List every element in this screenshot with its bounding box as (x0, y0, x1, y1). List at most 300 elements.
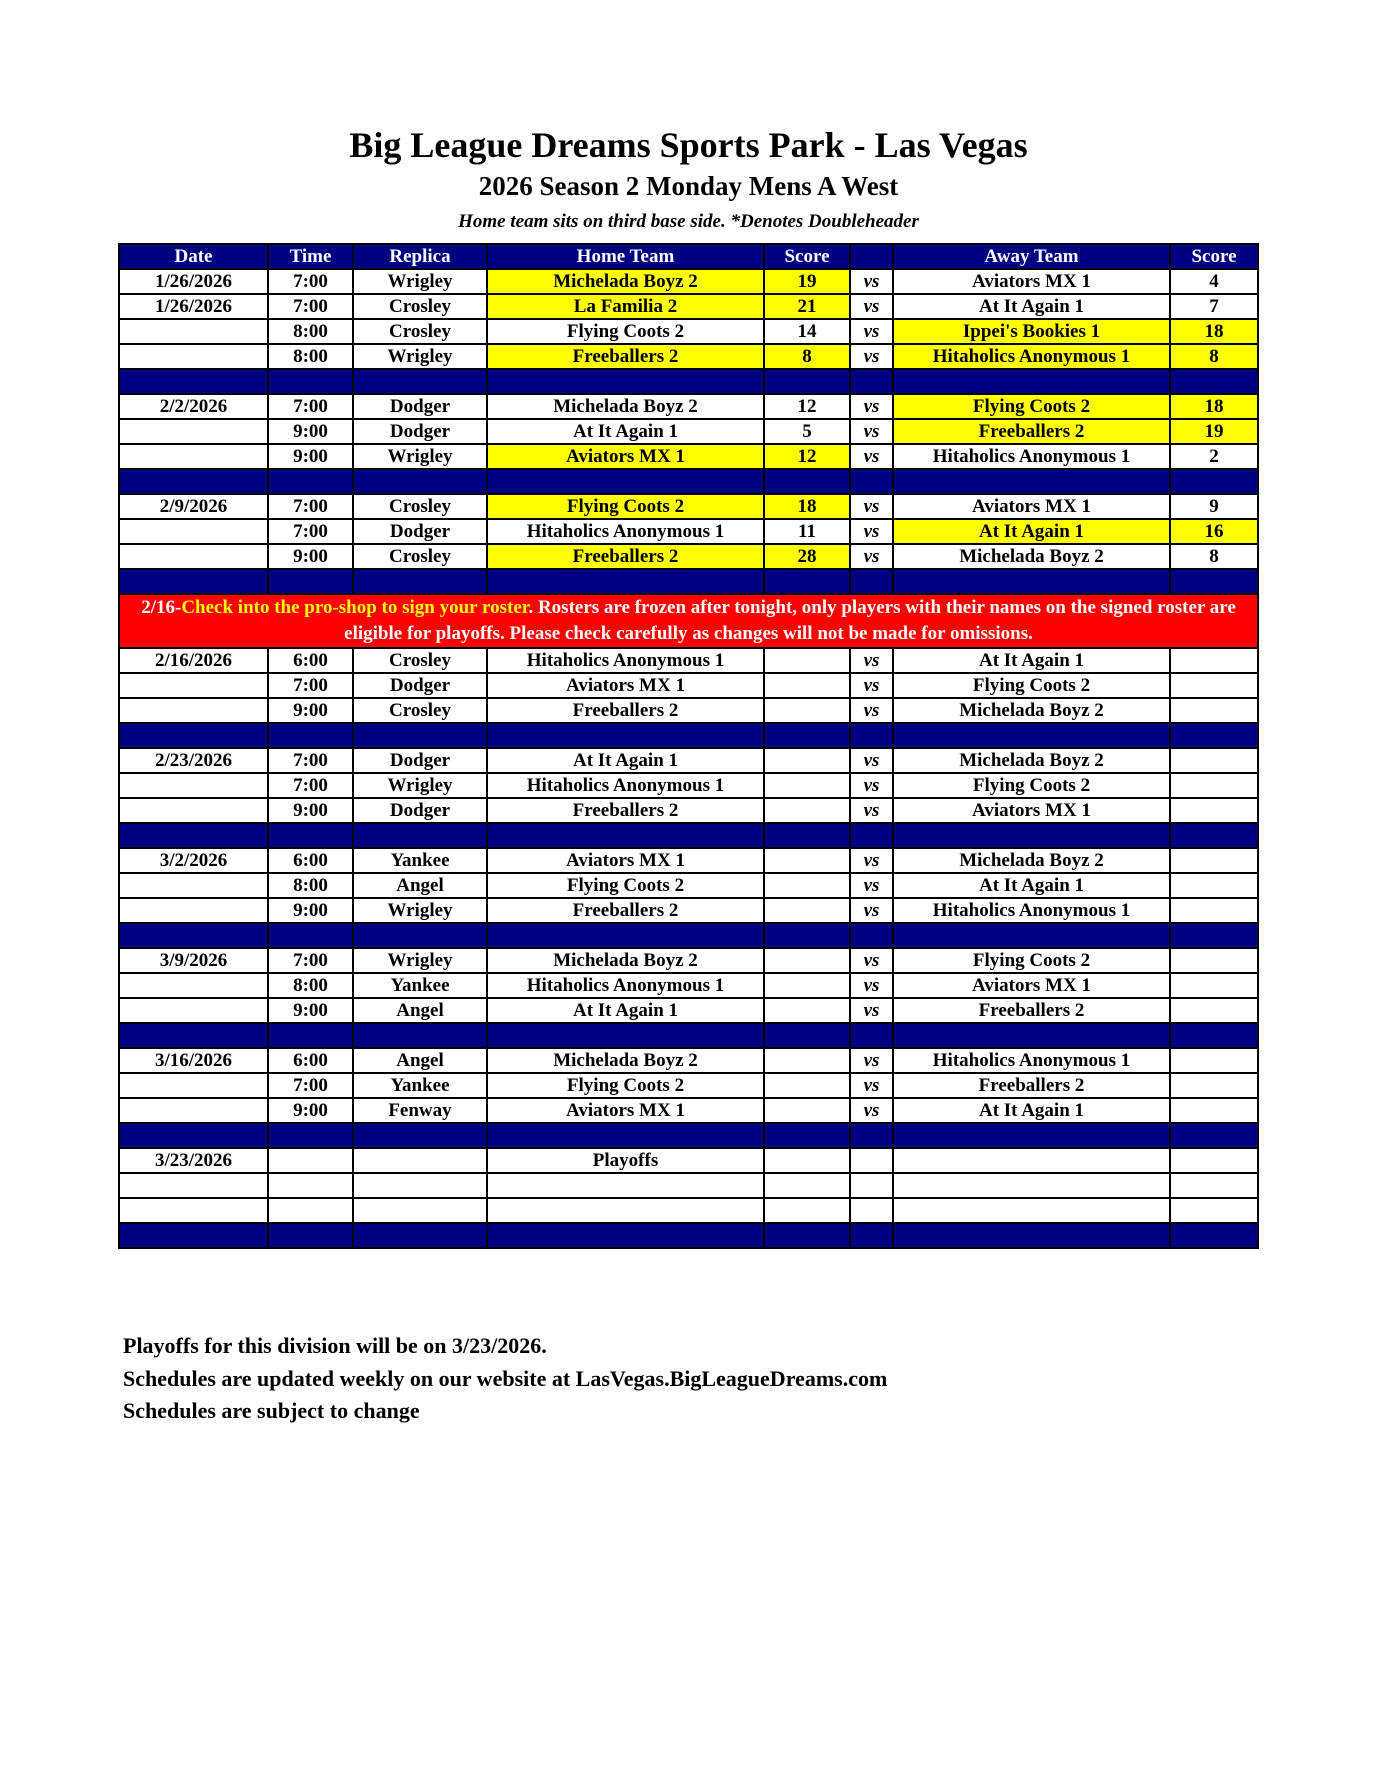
separator-cell (1170, 569, 1258, 594)
away-score-cell: 9 (1170, 494, 1258, 519)
separator-row (119, 1123, 1258, 1148)
replica-cell: Dodger (353, 519, 487, 544)
game-row (119, 1073, 1258, 1098)
home-team-cell: Aviators MX 1 (487, 1098, 764, 1123)
time-cell: 7:00 (268, 294, 353, 319)
away-score-cell (1170, 1198, 1258, 1223)
separator-cell (1170, 369, 1258, 394)
home-team-cell (487, 1173, 764, 1198)
separator-cell (487, 469, 764, 494)
separator-cell (119, 823, 268, 848)
date-cell: 3/16/2026 (119, 1048, 268, 1073)
vs-cell (850, 1173, 893, 1198)
replica-cell: Fenway (353, 1098, 487, 1123)
replica-cell: Crosley (353, 294, 487, 319)
game-row (119, 698, 1258, 723)
date-cell (119, 998, 268, 1023)
time-cell: 7:00 (268, 948, 353, 973)
home-score-cell: 12 (764, 394, 850, 419)
away-score-cell: 2 (1170, 444, 1258, 469)
vs-cell: vs (850, 294, 893, 319)
separator-cell (268, 1023, 353, 1048)
date-cell (119, 1098, 268, 1123)
separator-cell (353, 1023, 487, 1048)
date-cell: 2/2/2026 (119, 394, 268, 419)
away-team-cell: Freeballers 2 (893, 419, 1170, 444)
time-cell: 9:00 (268, 419, 353, 444)
home-score-cell (764, 998, 850, 1023)
game-row (119, 319, 1258, 344)
separator-cell (850, 923, 893, 948)
replica-cell: Dodger (353, 673, 487, 698)
away-team-cell (893, 1173, 1170, 1198)
game-row (119, 798, 1258, 823)
home-team-cell: Michelada Boyz 2 (487, 269, 764, 294)
vs-cell: vs (850, 948, 893, 973)
replica-cell: Angel (353, 873, 487, 898)
away-team-cell: Flying Coots 2 (893, 673, 1170, 698)
home-team-cell: At It Again 1 (487, 998, 764, 1023)
away-team-cell: Michelada Boyz 2 (893, 848, 1170, 873)
date-cell: 2/16/2026 (119, 648, 268, 673)
separator-cell (850, 369, 893, 394)
away-team-cell: Hitaholics Anonymous 1 (893, 344, 1170, 369)
vs-cell: vs (850, 1048, 893, 1073)
separator-cell (1170, 469, 1258, 494)
home-score-cell (764, 773, 850, 798)
away-team-cell: Michelada Boyz 2 (893, 748, 1170, 773)
replica-cell: Angel (353, 1048, 487, 1073)
separator-cell (893, 1023, 1170, 1048)
separator-cell (1170, 1223, 1258, 1248)
vs-cell: vs (850, 494, 893, 519)
replica-cell: Dodger (353, 748, 487, 773)
separator-cell (268, 1223, 353, 1248)
away-team-cell: At It Again 1 (893, 294, 1170, 319)
away-team-cell: Aviators MX 1 (893, 973, 1170, 998)
away-score-cell (1170, 748, 1258, 773)
away-score-cell (1170, 1148, 1258, 1173)
home-team-cell: Flying Coots 2 (487, 319, 764, 344)
home-score-cell: 8 (764, 344, 850, 369)
away-score-cell: 8 (1170, 544, 1258, 569)
home-team-cell: Freeballers 2 (487, 698, 764, 723)
replica-cell: Crosley (353, 698, 487, 723)
away-team-cell: At It Again 1 (893, 873, 1170, 898)
separator-cell (353, 823, 487, 848)
separator-cell (764, 823, 850, 848)
away-team-cell: Freeballers 2 (893, 1073, 1170, 1098)
col-home-score: Score (764, 244, 850, 269)
away-team-cell: Aviators MX 1 (893, 494, 1170, 519)
game-row (119, 419, 1258, 444)
separator-cell (268, 723, 353, 748)
separator-cell (353, 569, 487, 594)
vs-cell: vs (850, 873, 893, 898)
home-team-cell: Aviators MX 1 (487, 673, 764, 698)
separator-cell (764, 469, 850, 494)
game-row (119, 344, 1258, 369)
date-cell: 3/2/2026 (119, 848, 268, 873)
separator-cell (268, 569, 353, 594)
separator-cell (353, 723, 487, 748)
vs-cell: vs (850, 394, 893, 419)
separator-row (119, 923, 1258, 948)
replica-cell: Wrigley (353, 773, 487, 798)
home-score-cell (764, 1098, 850, 1123)
separator-row (119, 369, 1258, 394)
time-cell: 6:00 (268, 1048, 353, 1073)
separator-cell (1170, 823, 1258, 848)
home-team-cell: Hitaholics Anonymous 1 (487, 519, 764, 544)
separator-cell (487, 823, 764, 848)
game-row (119, 773, 1258, 798)
replica-cell: Yankee (353, 1073, 487, 1098)
game-row (119, 294, 1258, 319)
time-cell: 9:00 (268, 544, 353, 569)
replica-cell: Wrigley (353, 948, 487, 973)
separator-cell (353, 923, 487, 948)
home-team-cell: Aviators MX 1 (487, 848, 764, 873)
page-subtitle: 2026 Season 2 Monday Mens A West (478, 171, 899, 201)
home-team-cell: Freeballers 2 (487, 798, 764, 823)
home-score-cell: 19 (764, 269, 850, 294)
game-row (119, 873, 1258, 898)
separator-cell (893, 569, 1170, 594)
notice-prefix: 2/16- (141, 597, 182, 618)
vs-cell: vs (850, 998, 893, 1023)
separator-cell (764, 1023, 850, 1048)
date-cell: 3/23/2026 (119, 1148, 268, 1173)
col-replica: Replica (353, 244, 487, 269)
away-team-cell: Aviators MX 1 (893, 798, 1170, 823)
away-score-cell (1170, 898, 1258, 923)
time-cell (268, 1148, 353, 1173)
separator-cell (487, 1123, 764, 1148)
separator-cell (119, 469, 268, 494)
replica-cell: Angel (353, 998, 487, 1023)
home-team-cell: At It Again 1 (487, 419, 764, 444)
separator-cell (487, 923, 764, 948)
away-score-cell: 18 (1170, 319, 1258, 344)
separator-cell (893, 1223, 1170, 1248)
vs-cell: vs (850, 319, 893, 344)
time-cell: 8:00 (268, 973, 353, 998)
home-team-cell: Hitaholics Anonymous 1 (487, 648, 764, 673)
separator-cell (850, 469, 893, 494)
separator-cell (353, 469, 487, 494)
vs-cell (850, 1148, 893, 1173)
away-score-cell (1170, 873, 1258, 898)
separator-cell (268, 923, 353, 948)
vs-cell: vs (850, 848, 893, 873)
time-cell: 9:00 (268, 998, 353, 1023)
separator-row (119, 1223, 1258, 1248)
vs-cell: vs (850, 773, 893, 798)
game-row (119, 1048, 1258, 1073)
separator-cell (119, 1123, 268, 1148)
game-row (119, 748, 1258, 773)
away-score-cell (1170, 1098, 1258, 1123)
date-cell (119, 973, 268, 998)
time-cell: 7:00 (268, 1073, 353, 1098)
home-score-cell: 12 (764, 444, 850, 469)
game-row (119, 1148, 1258, 1173)
away-team-cell: At It Again 1 (893, 519, 1170, 544)
away-score-cell (1170, 1048, 1258, 1073)
date-cell: 2/23/2026 (119, 748, 268, 773)
replica-cell: Dodger (353, 394, 487, 419)
separator-cell (487, 723, 764, 748)
home-team-cell: At It Again 1 (487, 748, 764, 773)
time-cell: 8:00 (268, 344, 353, 369)
notice-highlight: Check into the pro-shop to sign your roster (181, 597, 529, 618)
home-score-cell (764, 1173, 850, 1198)
vs-cell: vs (850, 519, 893, 544)
away-score-cell (1170, 948, 1258, 973)
date-cell (119, 773, 268, 798)
away-score-cell (1170, 1173, 1258, 1198)
game-row (119, 394, 1258, 419)
game-row (119, 519, 1258, 544)
separator-cell (268, 823, 353, 848)
separator-cell (850, 823, 893, 848)
home-score-cell (764, 698, 850, 723)
date-cell: 2/9/2026 (119, 494, 268, 519)
vs-cell: vs (850, 798, 893, 823)
replica-cell (353, 1198, 487, 1223)
separator-row (119, 569, 1258, 594)
vs-cell: vs (850, 444, 893, 469)
away-team-cell: Flying Coots 2 (893, 394, 1170, 419)
separator-cell (119, 569, 268, 594)
replica-cell: Crosley (353, 319, 487, 344)
separator-row (119, 469, 1258, 494)
away-score-cell: 7 (1170, 294, 1258, 319)
time-cell: 6:00 (268, 848, 353, 873)
home-team-cell: Hitaholics Anonymous 1 (487, 973, 764, 998)
separator-cell (268, 469, 353, 494)
home-team-cell: Playoffs (487, 1148, 764, 1173)
vs-cell: vs (850, 1073, 893, 1098)
home-score-cell (764, 1148, 850, 1173)
vs-cell: vs (850, 344, 893, 369)
date-cell (119, 798, 268, 823)
home-score-cell (764, 948, 850, 973)
away-score-cell (1170, 648, 1258, 673)
replica-cell: Yankee (353, 848, 487, 873)
home-team-note: Home team sits on third base side. *Denotes Doubleheader (458, 211, 919, 232)
home-team-cell: La Familia 2 (487, 294, 764, 319)
home-score-cell (764, 1073, 850, 1098)
time-cell: 8:00 (268, 319, 353, 344)
separator-cell (353, 1223, 487, 1248)
col-away-score: Score (1170, 244, 1258, 269)
home-team-cell: Flying Coots 2 (487, 873, 764, 898)
away-team-cell: At It Again 1 (893, 648, 1170, 673)
home-team-cell: Flying Coots 2 (487, 1073, 764, 1098)
game-row (119, 269, 1258, 294)
vs-cell: vs (850, 973, 893, 998)
separator-cell (1170, 1023, 1258, 1048)
home-team-cell: Freeballers 2 (487, 898, 764, 923)
away-team-cell: At It Again 1 (893, 1098, 1170, 1123)
away-team-cell: Freeballers 2 (893, 998, 1170, 1023)
away-score-cell (1170, 848, 1258, 873)
separator-cell (850, 569, 893, 594)
separator-cell (893, 1123, 1170, 1148)
vs-cell: vs (850, 698, 893, 723)
separator-cell (850, 1123, 893, 1148)
home-team-cell: Hitaholics Anonymous 1 (487, 773, 764, 798)
footer-disclaimer: Schedules are subject to change (123, 1398, 420, 1423)
time-cell: 6:00 (268, 648, 353, 673)
separator-cell (119, 923, 268, 948)
date-cell (119, 873, 268, 898)
away-score-cell: 18 (1170, 394, 1258, 419)
home-score-cell (764, 748, 850, 773)
separator-cell (119, 1223, 268, 1248)
vs-cell: vs (850, 648, 893, 673)
away-score-cell (1170, 1073, 1258, 1098)
date-cell (119, 344, 268, 369)
separator-row (119, 1023, 1258, 1048)
separator-cell (893, 823, 1170, 848)
date-cell (119, 898, 268, 923)
separator-cell (487, 369, 764, 394)
time-cell (268, 1173, 353, 1198)
away-score-cell: 19 (1170, 419, 1258, 444)
date-cell: 3/9/2026 (119, 948, 268, 973)
time-cell: 7:00 (268, 748, 353, 773)
away-team-cell: Hitaholics Anonymous 1 (893, 898, 1170, 923)
replica-cell: Wrigley (353, 898, 487, 923)
away-team-cell: Flying Coots 2 (893, 773, 1170, 798)
page-title: Big League Dreams Sports Park - Las Vegas (349, 125, 1028, 165)
replica-cell: Wrigley (353, 444, 487, 469)
home-score-cell: 14 (764, 319, 850, 344)
game-row (119, 444, 1258, 469)
home-score-cell (764, 673, 850, 698)
away-score-cell (1170, 673, 1258, 698)
separator-cell (850, 1223, 893, 1248)
separator-cell (893, 723, 1170, 748)
game-row (119, 1098, 1258, 1123)
away-team-cell: Flying Coots 2 (893, 948, 1170, 973)
home-score-cell (764, 898, 850, 923)
replica-cell (353, 1148, 487, 1173)
date-cell (119, 1073, 268, 1098)
separator-cell (119, 1023, 268, 1048)
date-cell (119, 1173, 268, 1198)
separator-cell (764, 569, 850, 594)
separator-row (119, 723, 1258, 748)
date-cell (119, 698, 268, 723)
separator-row (119, 823, 1258, 848)
date-cell (119, 444, 268, 469)
game-row (119, 898, 1258, 923)
home-score-cell (764, 848, 850, 873)
away-team-cell: Michelada Boyz 2 (893, 698, 1170, 723)
replica-cell: Dodger (353, 419, 487, 444)
replica-cell: Wrigley (353, 269, 487, 294)
home-score-cell: 18 (764, 494, 850, 519)
separator-cell (893, 923, 1170, 948)
home-team-cell: Michelada Boyz 2 (487, 394, 764, 419)
date-cell (119, 319, 268, 344)
vs-cell: vs (850, 748, 893, 773)
time-cell: 7:00 (268, 269, 353, 294)
header-row (119, 244, 1258, 269)
separator-cell (850, 723, 893, 748)
col-away-team: Away Team (893, 244, 1170, 269)
separator-cell (1170, 923, 1258, 948)
away-team-cell (893, 1198, 1170, 1223)
roster-notice-row (119, 594, 1258, 648)
vs-cell: vs (850, 673, 893, 698)
separator-cell (893, 369, 1170, 394)
time-cell: 9:00 (268, 798, 353, 823)
replica-cell (353, 1173, 487, 1198)
separator-cell (764, 369, 850, 394)
separator-cell (764, 923, 850, 948)
home-score-cell: 5 (764, 419, 850, 444)
vs-cell: vs (850, 419, 893, 444)
away-score-cell (1170, 973, 1258, 998)
away-score-cell: 8 (1170, 344, 1258, 369)
game-row (119, 1173, 1258, 1198)
separator-cell (487, 1223, 764, 1248)
separator-cell (893, 469, 1170, 494)
time-cell: 7:00 (268, 773, 353, 798)
game-row (119, 973, 1258, 998)
time-cell: 9:00 (268, 444, 353, 469)
replica-cell: Crosley (353, 544, 487, 569)
date-cell: 1/26/2026 (119, 294, 268, 319)
replica-cell: Yankee (353, 973, 487, 998)
separator-cell (268, 1123, 353, 1148)
time-cell: 9:00 (268, 898, 353, 923)
home-score-cell (764, 1198, 850, 1223)
schedule-table (118, 243, 1259, 1249)
date-cell (119, 673, 268, 698)
away-team-cell: Ippei's Bookies 1 (893, 319, 1170, 344)
date-cell: 1/26/2026 (119, 269, 268, 294)
col-date: Date (119, 244, 268, 269)
home-score-cell: 11 (764, 519, 850, 544)
home-team-cell (487, 1198, 764, 1223)
game-row (119, 998, 1258, 1023)
away-team-cell: Hitaholics Anonymous 1 (893, 1048, 1170, 1073)
home-team-cell: Freeballers 2 (487, 544, 764, 569)
time-cell: 7:00 (268, 673, 353, 698)
home-score-cell (764, 648, 850, 673)
home-score-cell: 28 (764, 544, 850, 569)
home-score-cell (764, 973, 850, 998)
time-cell: 8:00 (268, 873, 353, 898)
away-score-cell (1170, 698, 1258, 723)
game-row (119, 544, 1258, 569)
separator-cell (764, 723, 850, 748)
home-team-cell: Michelada Boyz 2 (487, 1048, 764, 1073)
replica-cell: Crosley (353, 494, 487, 519)
time-cell: 7:00 (268, 519, 353, 544)
home-team-cell: Flying Coots 2 (487, 494, 764, 519)
separator-cell (487, 1023, 764, 1048)
time-cell: 9:00 (268, 698, 353, 723)
home-score-cell (764, 798, 850, 823)
away-score-cell: 4 (1170, 269, 1258, 294)
